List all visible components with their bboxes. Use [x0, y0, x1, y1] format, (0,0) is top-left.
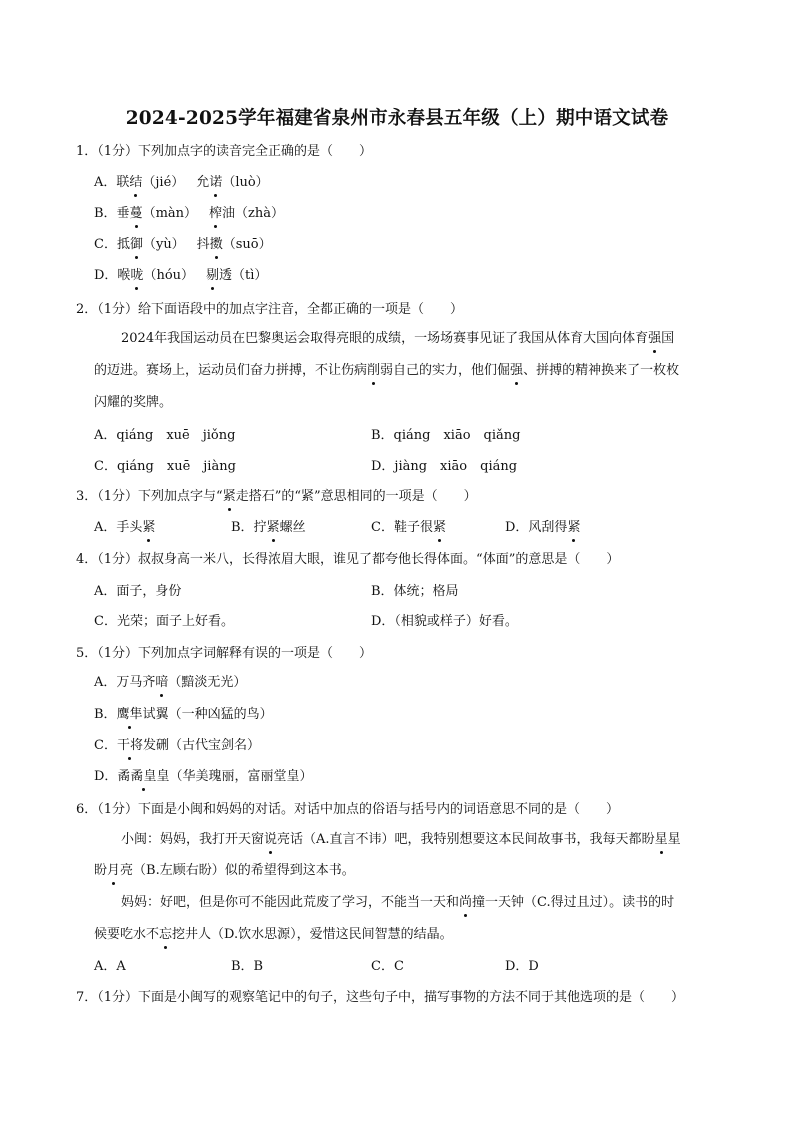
- question-3-option-c: C．鞋子很紧: [371, 520, 446, 535]
- question-6-option-c: C．C: [371, 959, 404, 974]
- question-2-stem: 2．（1分）给下面语段中的加点字注音，全都正确的一项是（ ）: [76, 302, 464, 317]
- question-4-option-c: C．光荣；面子上好看。: [94, 614, 234, 629]
- question-2-passage-line-1: 2024年我国运动员在巴黎奥运会取得亮眼的成绩，一场场赛事见证了我国从体育大国向体育强国: [121, 331, 675, 346]
- page-title: 2024-2025学年福建省泉州市永春县五年级（上）期中语文试卷: [125, 108, 669, 129]
- question-2-option-d: D．jiàng xiāo qiáng: [371, 459, 518, 474]
- question-2-passage-line-2: 的迈进。赛场上，运动员们奋力拼搏，不让伤病削弱自己的实力，他们倔强、拼搏的精神换来了一枚枚: [94, 363, 680, 378]
- question-2-option-a: A．qiáng xuē jiǒng: [94, 428, 236, 443]
- question-5-option-b: B．鹰隼试翼（一种凶猛的鸟）: [94, 707, 273, 722]
- question-7-stem: 7．（1分）下面是小闽写的观察笔记中的句子，这些句子中，描写事物的方法不同于其他选项的是（ ）: [76, 990, 685, 1005]
- question-1-stem: 1．（1分）下列加点字的读音完全正确的是（ ）: [76, 144, 373, 159]
- question-5-option-a: A．万马齐喑（黯淡无光）: [94, 675, 247, 690]
- question-6-dialogue-line-2: 盼月亮（B.左顾右盼）似的希望得到这本书。: [94, 863, 355, 878]
- question-3-option-d: D．风刮得紧: [505, 520, 581, 535]
- question-1-option-d: D．喉咙（hóu） 剔透（tì）: [94, 268, 268, 283]
- question-2-option-c: C．qiáng xuē jiàng: [94, 459, 236, 474]
- question-3-option-b: B．拧紧螺丝: [231, 520, 306, 535]
- question-6-option-a: A．A: [94, 959, 126, 974]
- question-6-stem: 6．（1分）下面是小闽和妈妈的对话。对话中加点的俗语与括号内的词语意思不同的是（ ）: [76, 802, 620, 817]
- question-2-passage-line-3: 闪耀的奖牌。: [94, 395, 173, 410]
- question-2-option-b: B．qiáng xiāo qiǎng: [371, 428, 521, 443]
- question-1-option-c: C．抵御（yù） 抖擞（suō）: [94, 237, 272, 252]
- question-6-dialogue-line-1: 小闽：妈妈，我打开天窗说亮话（A.直言不讳）吧，我特别想要这本民间故事书，我每天都盼星星: [121, 832, 681, 847]
- question-6-dialogue-line-4: 候要吃水不忘挖井人（D.饮水思源），爱惜这民间智慧的结晶。: [94, 927, 453, 942]
- question-5-option-c: C．干将发硎（古代宝剑名）: [94, 738, 260, 753]
- question-5-option-d: D．矞矞皇皇（华美瑰丽，富丽堂皇）: [94, 769, 313, 784]
- question-3-stem: 3．（1分）下列加点字与“紧走搭石”的“紧”意思相同的一项是（ ）: [76, 489, 477, 504]
- question-5-stem: 5．（1分）下列加点字词解释有误的一项是（ ）: [76, 646, 373, 661]
- question-4-option-b: B．体统；格局: [371, 584, 459, 599]
- question-4-option-d: D．（相貌或样子）好看。: [371, 614, 518, 629]
- question-6-dialogue-line-3: 妈妈：好吧，但是你可不能因此荒废了学习，不能当一天和尚撞一天钟（C.得过且过）。读书的时: [121, 895, 675, 910]
- question-4-option-a: A．面子，身份: [94, 584, 182, 599]
- question-4-stem: 4．（1分）叔叔身高一米八，长得浓眉大眼，谁见了都夸他长得体面。“体面”的意思是（ ）: [76, 552, 620, 567]
- question-6-option-b: B．B: [231, 959, 264, 974]
- question-3-option-a: A．手头紧: [94, 520, 156, 535]
- question-6-option-d: D．D: [505, 959, 539, 974]
- question-1-option-b: B．垂蔓（màn） 榨油（zhà）: [94, 206, 285, 221]
- question-1-option-a: A．联结（jié） 允诺（luò）: [94, 175, 269, 190]
